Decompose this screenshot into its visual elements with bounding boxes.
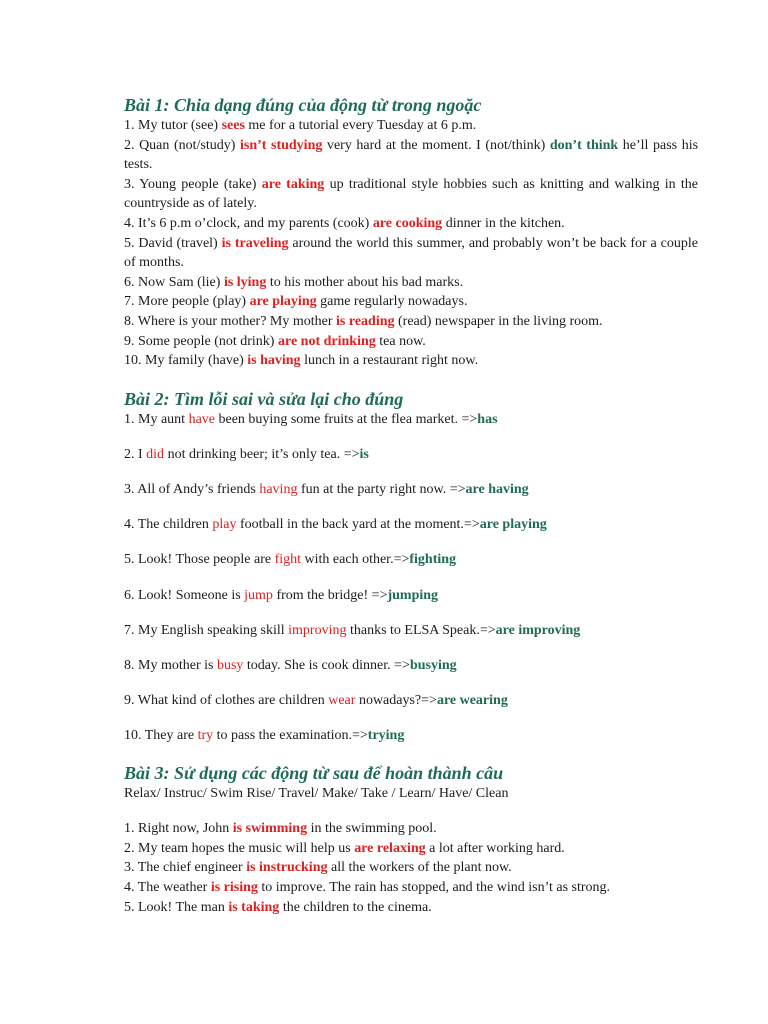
item-text: 5. Look! Those people are (124, 552, 275, 568)
item-text: 8. Where is your mother? My mother (124, 313, 337, 329)
item-text: very hard at the moment. I (not/think) (322, 137, 550, 153)
error-word: play (212, 517, 237, 533)
section1-item-10 (124, 351, 698, 371)
correction-word: are playing (479, 517, 547, 533)
answer-text: is having (247, 353, 301, 369)
item-text: lunch in a restaurant right now. (300, 353, 479, 369)
item-text: up traditional style hobbies such as knitting and walking in the countryside as of lately. (124, 176, 698, 212)
section1-title: Bài 1: Chia dạng đúng của động từ trong ngoặc (124, 95, 482, 115)
section3-item-1 (124, 819, 698, 839)
section1-item-3 (124, 175, 698, 214)
section2-item-9 (124, 691, 698, 726)
section3-item-3 (124, 858, 698, 878)
error-word: have (188, 411, 215, 427)
item-text: to his mother about his bad marks. (266, 274, 464, 290)
correction-word: is (359, 446, 369, 462)
section2-item-5 (124, 550, 698, 585)
error-word: improving (288, 622, 347, 638)
item-text: football in the back yard at the moment.=> (236, 517, 480, 533)
item-text: around the world this summer, and probably won’t be back for a couple of months. (124, 235, 698, 271)
item-text: he’ll pass his tests. (124, 137, 699, 173)
section2-item-4 (124, 515, 698, 550)
item-text: 7. More people (play) (124, 294, 250, 310)
section1-item-9 (124, 332, 698, 352)
answer-text: is rising (210, 879, 258, 895)
answer-text: are playing (249, 294, 317, 310)
section1-item-1 (124, 116, 698, 136)
item-text: 1. My tutor (see) (124, 118, 222, 133)
item-text: nowadays?=> (355, 693, 437, 709)
spacer (124, 803, 698, 819)
correction-word: are wearing (436, 693, 508, 709)
answer-text: is swimming (232, 821, 308, 837)
section2-item-8 (124, 656, 698, 691)
section1-list (124, 116, 698, 371)
item-text: 3. The chief engineer (124, 860, 247, 876)
item-text: the children to the cinema. (279, 899, 432, 915)
item-text: a lot after working hard. (425, 840, 565, 856)
section3-item-5 (124, 898, 698, 918)
section2-item-7 (124, 621, 698, 656)
item-text: 8. My mother is (124, 658, 217, 674)
section2-item-2 (124, 445, 698, 480)
item-text: 1. Right now, John (124, 821, 233, 837)
item-text: 2. Quan (not/study) (124, 137, 240, 153)
item-text: been buying some fruits at the flea market. => (215, 411, 478, 427)
section1-item-2 (124, 136, 698, 175)
correction-word: are improving (495, 622, 581, 638)
section2-item-1 (124, 410, 698, 445)
item-text: today. She is cook dinner. => (243, 658, 410, 674)
item-text: 7. My English speaking skill (124, 622, 289, 638)
item-text: all the workers of the plant now. (327, 860, 512, 876)
item-text: in the swimming pool. (307, 821, 437, 837)
correction-word: jumping (387, 587, 439, 603)
section2-item-6 (124, 586, 698, 621)
item-text: 3. All of Andy’s friends (124, 482, 260, 498)
section2-item-10 (124, 726, 698, 761)
section1-item-7 (124, 292, 698, 312)
answer-text: is taking (228, 899, 280, 915)
answer-text: isn’t studying (239, 137, 323, 153)
error-word: fight (274, 552, 302, 568)
item-text: dinner in the kitchen. (442, 215, 565, 231)
item-text: 2. I (124, 446, 147, 462)
item-text: 3. Young people (take) (124, 176, 262, 192)
item-text: tea now. (375, 333, 426, 349)
answer-text: is lying (223, 274, 267, 290)
error-word: did (146, 446, 165, 462)
correction-word: has (477, 411, 498, 427)
error-word: having (259, 482, 298, 498)
item-text: to pass the examination.=> (213, 728, 368, 744)
item-text: with each other.=> (301, 552, 410, 568)
answer-text: are taking (261, 176, 325, 192)
section3-item-4 (124, 878, 698, 898)
answer-text: are relaxing (354, 840, 426, 856)
section3-title: Bài 3: Sử dụng các động từ sau để hoàn thành câu (124, 762, 504, 783)
item-text: 5. David (travel) (124, 235, 222, 251)
section1-item-5 (124, 234, 698, 273)
section1-item-4 (124, 214, 698, 234)
item-text: from the bridge! => (272, 587, 388, 603)
item-text: game regularly nowadays. (316, 294, 468, 310)
section2 (124, 388, 698, 762)
item-text: 10. They are (124, 728, 198, 744)
item-text: me for a tutorial every Tuesday at 6 p.m. (244, 118, 477, 133)
answer-text: is reading (336, 313, 395, 329)
error-word: jump (244, 587, 273, 603)
answer-text-2: don’t think (549, 137, 619, 153)
item-text: 6. Now Sam (lie) (124, 274, 224, 290)
item-text: 9. Some people (not drink) (124, 333, 278, 349)
answer-text: sees (221, 118, 245, 133)
item-text: 6. Look! Someone is (124, 587, 245, 603)
item-text: 5. Look! The man (124, 899, 229, 915)
correction-word: trying (367, 728, 405, 744)
item-text: (read) newspaper in the living room. (394, 313, 603, 329)
item-text: 10. My family (have) (124, 353, 248, 369)
correction-word: fighting (409, 552, 457, 568)
item-text: fun at the party right now. => (297, 482, 466, 498)
section3-wordlist: Relax/ Instruc/ Swim Rise/ Travel/ Make/ Take / Learn/ Have/ Clean (124, 785, 509, 801)
section1-item-8 (124, 312, 698, 332)
error-word: wear (328, 693, 356, 709)
item-text: thanks to ELSA Speak.=> (346, 622, 496, 638)
section3-item-2 (124, 839, 698, 859)
correction-word: are having (465, 482, 529, 498)
answer-text: are not drinking (277, 333, 376, 349)
section2-title: Bài 2: Tìm lỗi sai và sửa lại cho đúng (124, 388, 404, 409)
answer-text: are cooking (372, 215, 443, 231)
answer-text: is traveling (221, 235, 289, 251)
item-text: 4. The weather (124, 879, 211, 895)
section1-item-6 (124, 273, 698, 293)
section2-item-3 (124, 480, 698, 515)
item-text: 2. My team hopes the music will help us (124, 840, 355, 856)
document-content (124, 94, 698, 917)
item-text: to improve. The rain has stopped, and the wind isn’t as strong. (257, 879, 611, 895)
correction-word: busying (409, 658, 457, 674)
item-text: not drinking beer; it’s only tea. => (164, 446, 360, 462)
item-text: 4. The children (124, 517, 213, 533)
error-word: try (197, 728, 214, 744)
item-text: 1. My aunt (124, 411, 189, 427)
item-text: 9. What kind of clothes are children (124, 693, 329, 709)
error-word: busy (216, 658, 244, 674)
answer-text: is instrucking (246, 860, 328, 876)
section3 (124, 762, 698, 918)
item-text: 4. It’s 6 p.m o’clock, and my parents (cook) (124, 215, 373, 231)
